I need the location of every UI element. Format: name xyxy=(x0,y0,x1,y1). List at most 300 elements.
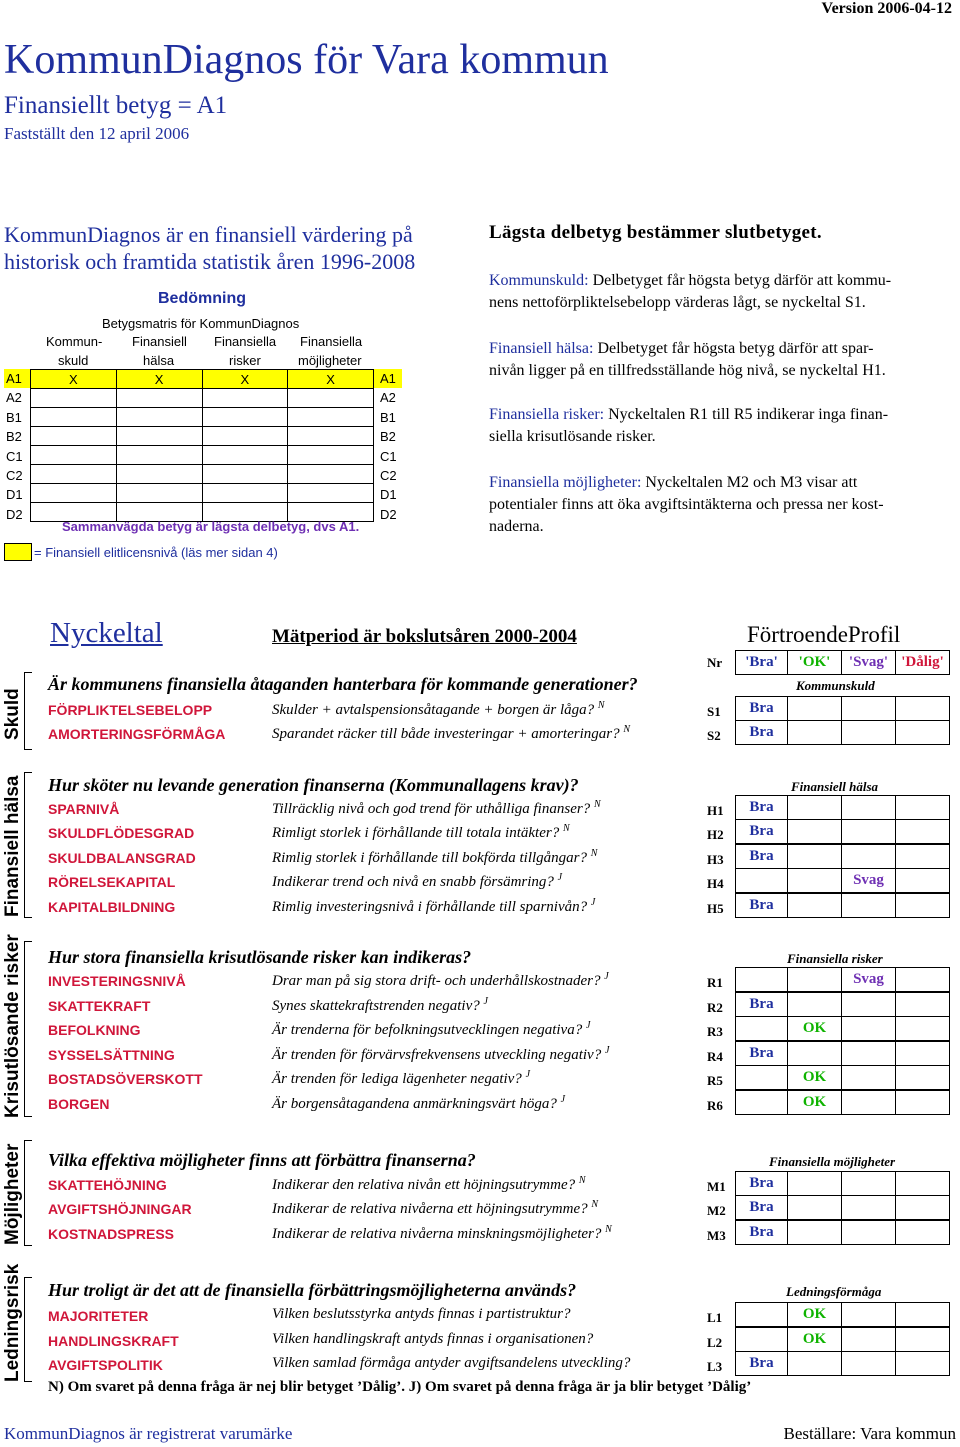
nyckeltal-title: Nyckeltal xyxy=(50,617,163,649)
profile-row xyxy=(735,868,950,893)
period-label: Mätperiod är bokslutsåren 2000-2004 xyxy=(272,626,577,647)
matrix-note: Sammanvägda betyg är lägsta delbetyg, dvs A1. xyxy=(62,519,360,534)
section-tag: Ledningsförmåga xyxy=(786,1284,882,1299)
matrix-cell xyxy=(31,427,117,446)
answer-rule-marker: J xyxy=(483,996,488,1007)
profile-header xyxy=(735,650,950,675)
answer-rule-marker: J xyxy=(585,1020,591,1031)
keyfigure-question-text: Rimlig storlek i förhållande till bokförda tillgångar? xyxy=(272,850,587,866)
keyfigure-number: R1 xyxy=(707,975,723,990)
profile-cell xyxy=(842,1303,896,1327)
profile-cell xyxy=(736,1017,788,1041)
profile-cell: Bra xyxy=(736,993,788,1017)
profile-cell xyxy=(896,894,950,918)
matrix-col-head: Finansiella xyxy=(300,334,363,349)
keyfigure-question-text: Drar man på sig stora drift- och underhållskostnader? xyxy=(272,973,601,989)
section-question: Hur stora finansiella krisutlösande risker kan indikeras? xyxy=(48,947,472,967)
keyfigure-question xyxy=(272,897,595,916)
matrix-col-head: Finansiella xyxy=(214,334,277,349)
profile-cell: Bra xyxy=(736,845,788,869)
matrix-legend: = Finansiell elitlicensnivå (läs mer sidan 4) xyxy=(34,545,278,560)
keyfigure-question-text: Skulder + avtalspensionsåtagande + borgen är låga? xyxy=(272,702,595,718)
profile-cell: Bra xyxy=(736,894,788,918)
section-side-label: Skuld xyxy=(2,688,23,740)
summary-label: Kommunskuld: xyxy=(489,272,589,289)
profile-row xyxy=(735,1171,950,1196)
profile-cell xyxy=(842,1042,896,1066)
keyfigure-name: SKATTEKRAFT xyxy=(48,998,151,1014)
grade-label: C1 xyxy=(6,448,23,464)
profile-row xyxy=(735,1090,950,1115)
keyfigure-question xyxy=(272,1094,565,1113)
rating-line: Finansiellt betyg = A1 xyxy=(4,92,228,119)
summary-line xyxy=(489,272,891,290)
keyfigure-question-text: Är trenden för lediga lägenheter negativ? xyxy=(272,1071,522,1087)
grade-label: C2 xyxy=(380,468,397,483)
answer-rule-marker: N xyxy=(590,848,598,859)
profile-cell xyxy=(896,1303,950,1327)
summary-line xyxy=(489,362,886,380)
grade-label: A1 xyxy=(380,371,396,386)
keyfigure-question-text: Indikerar de relativa nivåerna ett höjningsutrymme? xyxy=(272,1201,588,1217)
intro-line-1: KommunDiagnos är en finansiell värdering på xyxy=(4,222,413,247)
keyfigure-question xyxy=(272,1306,570,1323)
profile-cell xyxy=(896,993,950,1017)
matrix-cell xyxy=(116,427,202,446)
keyfigure-name: INVESTERINGSNIVÅ xyxy=(48,973,186,989)
section-question: Hur troligt är det att de finansiella förbättringsmöjligheterna används? xyxy=(48,1280,577,1300)
profile-cell xyxy=(842,845,896,869)
matrix-cell xyxy=(116,484,202,503)
answer-rule-marker: N xyxy=(562,823,570,834)
profile-cell xyxy=(736,1091,788,1115)
profile-cell xyxy=(788,993,842,1017)
matrix-cell xyxy=(288,389,374,408)
keyfigure-question-text: Vilken beslutsstyrka antyds finnas i partistruktur? xyxy=(272,1306,571,1322)
matrix-row xyxy=(31,389,374,408)
grade-label: A1 xyxy=(6,371,22,386)
col-ok: 'OK' xyxy=(788,651,842,675)
section-tag: Finansiell hälsa xyxy=(791,779,879,794)
matrix-cell xyxy=(116,389,202,408)
matrix-row xyxy=(31,408,374,427)
profile-cell xyxy=(896,820,950,844)
keyfigure-question xyxy=(272,848,597,867)
section-side-label: Möjligheter xyxy=(2,1143,23,1245)
profile-cell xyxy=(842,1091,896,1115)
grade-label: B2 xyxy=(6,429,22,445)
profile-row xyxy=(735,1065,950,1090)
profile-cell xyxy=(842,1328,896,1352)
profile-cell xyxy=(896,1352,950,1376)
profile-cell xyxy=(842,697,896,721)
matrix-cell xyxy=(202,484,288,503)
keyfigure-question xyxy=(272,823,570,842)
answer-rule-marker: J xyxy=(525,1069,531,1080)
section-side-label: Krisutlösande risker xyxy=(2,934,23,1118)
keyfigure-number: L2 xyxy=(707,1335,723,1350)
version-label: Version 2006-04-12 xyxy=(821,0,952,17)
keyfigure-name: BORGEN xyxy=(48,1096,110,1112)
profile-cell xyxy=(788,796,842,820)
keyfigure-question xyxy=(272,1331,593,1348)
profile-title: FörtroendeProfil xyxy=(747,622,901,647)
section-bracket xyxy=(24,941,32,1117)
summary-line xyxy=(489,518,544,536)
matrix-cell: X xyxy=(288,370,374,389)
profile-row xyxy=(735,967,950,992)
profile-row xyxy=(735,720,950,745)
profile-cell xyxy=(896,1172,950,1196)
profile-cell xyxy=(736,1066,788,1090)
section-bracket xyxy=(24,1277,32,1382)
col-bra: 'Bra' xyxy=(736,651,788,675)
matrix-heading: Bedömning xyxy=(158,290,246,307)
matrix-row xyxy=(31,465,374,484)
keyfigure-question xyxy=(272,1045,609,1064)
profile-cell xyxy=(896,721,950,745)
grade-label: D1 xyxy=(6,487,23,503)
summary-line xyxy=(489,474,857,492)
keyfigure-name: AMORTERINGSFÖRMÅGA xyxy=(48,726,226,742)
profile-cell xyxy=(896,845,950,869)
matrix-cell xyxy=(31,484,117,503)
matrix-cell: X xyxy=(31,370,117,389)
keyfigure-question-text: Indikerar den relativa nivån ett höjningsutrymme? xyxy=(272,1177,576,1193)
matrix-cell xyxy=(288,484,374,503)
keyfigure-question-text: Synes skattekraftstrenden negativ? xyxy=(272,998,480,1014)
grade-matrix xyxy=(30,369,374,522)
matrix-row xyxy=(31,427,374,446)
profile-cell: OK xyxy=(788,1017,842,1041)
matrix-col-head: hälsa xyxy=(143,353,175,368)
keyfigure-name: BEFOLKNING xyxy=(48,1022,141,1038)
keyfigure-question-text: Vilken handlingskraft antyds finnas i organisationen? xyxy=(272,1331,594,1347)
profile-cell: Bra xyxy=(736,796,788,820)
keyfigure-question-text: Vilken samlad förmåga antyder avgiftsandelens utveckling? xyxy=(272,1355,631,1371)
keyfigure-question-text: Rimlig investeringsnivå i förhållande till sparnivån? xyxy=(272,899,588,915)
keyfigure-question-text: Tillräcklig nivå och god trend för uthålliga finanser? xyxy=(272,801,591,817)
keyfigure-question xyxy=(272,1355,630,1372)
keyfigure-number: R4 xyxy=(707,1049,723,1064)
profile-cell xyxy=(842,1196,896,1220)
profile-cell xyxy=(788,1352,842,1376)
profile-cell xyxy=(842,1221,896,1245)
section-bracket xyxy=(24,772,32,918)
elite-level-swatch xyxy=(4,543,32,561)
established-date: Fastställt den 12 april 2006 xyxy=(4,124,190,143)
matrix-col-head: möjligheter xyxy=(298,353,362,368)
intro-line-2: historisk och framtida statistik åren 1996-2008 xyxy=(4,249,416,274)
keyfigure-name: AVGIFTSPOLITIK xyxy=(48,1357,163,1373)
keyfigure-number: H1 xyxy=(707,803,724,818)
matrix-row xyxy=(31,370,374,389)
profile-cell: OK xyxy=(788,1303,842,1327)
keyfigure-question-text: Indikerar de relativa nivåerna minskningsmöjligheter? xyxy=(272,1226,602,1242)
keyfigure-number: H5 xyxy=(707,901,724,916)
profile-cell xyxy=(736,1328,788,1352)
summary-text: Nyckeltalen M2 och M3 visar att xyxy=(641,474,858,491)
profile-cell xyxy=(842,820,896,844)
keyfigure-question xyxy=(272,724,630,743)
grade-label: B1 xyxy=(6,409,22,425)
profile-cell: Bra xyxy=(736,1221,788,1245)
nr-header: Nr xyxy=(707,655,723,670)
profile-cell xyxy=(842,1352,896,1376)
profile-cell: Bra xyxy=(736,1042,788,1066)
keyfigure-name: KAPITALBILDNING xyxy=(48,899,176,915)
profile-cell xyxy=(788,869,842,893)
profile-row xyxy=(735,1302,950,1327)
profile-cell xyxy=(788,820,842,844)
keyfigure-question xyxy=(272,799,601,818)
keyfigure-question xyxy=(272,1175,586,1194)
keyfigure-question xyxy=(272,971,609,990)
profile-cell: Bra xyxy=(736,697,788,721)
answer-rule-marker: N xyxy=(578,1175,586,1186)
summary-line xyxy=(489,496,884,514)
summary-line xyxy=(489,340,873,358)
page-title: KommunDiagnos för Vara kommun xyxy=(4,37,609,83)
keyfigure-number: S2 xyxy=(707,728,721,743)
matrix-cell xyxy=(116,408,202,427)
profile-cell xyxy=(788,1221,842,1245)
profile-cell xyxy=(736,869,788,893)
profile-cell xyxy=(842,1017,896,1041)
keyfigure-number: L1 xyxy=(707,1310,723,1325)
matrix-cell xyxy=(288,446,374,465)
profile-cell xyxy=(842,1172,896,1196)
matrix-cell xyxy=(202,446,288,465)
matrix-cell xyxy=(288,408,374,427)
keyfigure-name: SKATTEHÖJNING xyxy=(48,1177,167,1193)
profile-row xyxy=(735,893,950,918)
matrix-cell: X xyxy=(116,370,202,389)
keyfigure-name: KOSTNADSPRESS xyxy=(48,1226,175,1242)
grade-label: B2 xyxy=(380,429,396,445)
profile-cell: Bra xyxy=(736,1172,788,1196)
keyfigure-question-text: Indikerar trend och nivå en snabb försämring? xyxy=(272,874,554,890)
profile-cell: OK xyxy=(788,1066,842,1090)
answer-rule-marker: J xyxy=(560,1094,566,1105)
profile-row xyxy=(735,819,950,844)
profile-cell xyxy=(896,1196,950,1220)
keyfigure-question-text: Är trenderna för befolkningsutvecklingen negativa? xyxy=(272,1022,583,1038)
keyfigure-number: S1 xyxy=(707,704,721,719)
keyfigure-question-text: Rimligt storlek i förhållande till totala intäkter? xyxy=(272,825,560,841)
grade-label: A2 xyxy=(6,390,22,406)
matrix-cell xyxy=(31,389,117,408)
matrix-col-head: risker xyxy=(229,353,261,368)
matrix-cell xyxy=(202,465,288,484)
keyfigure-question xyxy=(272,1020,590,1039)
profile-cell xyxy=(842,993,896,1017)
answer-rule-marker: N xyxy=(623,724,631,735)
matrix-cell xyxy=(31,446,117,465)
profile-row xyxy=(735,844,950,869)
matrix-row xyxy=(31,484,374,503)
section-question: Är kommunens finansiella åtaganden hanterbara för kommande generationer? xyxy=(48,674,638,694)
profile-cell xyxy=(896,968,950,992)
grade-label: D1 xyxy=(380,487,397,503)
profile-row xyxy=(735,1327,950,1352)
grade-label: C1 xyxy=(380,448,397,464)
keyfigure-name: SKULDFLÖDESGRAD xyxy=(48,825,195,841)
keyfigure-name: SPARNIVÅ xyxy=(48,801,120,817)
profile-cell xyxy=(788,845,842,869)
summary-text: Nyckeltalen R1 till R5 indikerar inga finan- xyxy=(604,406,889,423)
keyfigure-name: BOSTADSÖVERSKOTT xyxy=(48,1071,203,1087)
answer-rule-marker: N xyxy=(605,1224,612,1235)
section-tag: Kommunskuld xyxy=(796,678,875,693)
answer-rule-marker: J xyxy=(590,897,596,908)
keyfigure-question xyxy=(272,700,605,719)
grade-label: A2 xyxy=(380,390,396,406)
section-bracket xyxy=(24,672,32,750)
profile-row xyxy=(735,1016,950,1041)
footer-client: Beställare: Vara kommun xyxy=(783,1424,956,1443)
profile-cell xyxy=(842,721,896,745)
col-dalig: 'Dålig' xyxy=(896,651,950,675)
keyfigure-number: M3 xyxy=(707,1228,726,1243)
matrix-cell: X xyxy=(202,370,288,389)
summary-text: siella krisutlösande risker. xyxy=(489,428,656,445)
profile-cell xyxy=(736,968,788,992)
profile-cell xyxy=(788,894,842,918)
matrix-col-head: Kommun- xyxy=(46,334,103,349)
grade-label: C2 xyxy=(6,468,23,483)
keyfigure-number: R3 xyxy=(707,1024,723,1039)
summary-text: Delbetyget får högsta betyg därför att kommu- xyxy=(588,272,892,289)
matrix-row xyxy=(31,446,374,465)
keyfigure-number: H3 xyxy=(707,852,724,867)
answer-rule-marker: J xyxy=(557,872,563,883)
answer-rule-marker: N xyxy=(597,700,605,711)
profile-cell xyxy=(842,1066,896,1090)
profile-row xyxy=(735,1195,950,1220)
section-side-label: Ledningsrisk xyxy=(2,1263,23,1382)
grade-label: D2 xyxy=(6,506,23,522)
profile-row xyxy=(735,992,950,1017)
section-bracket xyxy=(24,1140,32,1246)
summary-line xyxy=(489,406,888,424)
matrix-cell xyxy=(202,408,288,427)
profile-row xyxy=(735,1220,950,1245)
keyfigure-question xyxy=(272,1199,598,1218)
summary-text: potentialer finns att öka avgiftsintäkterna och pressa ner kost- xyxy=(489,496,884,513)
summary-label: Finansiell hälsa: xyxy=(489,340,594,357)
answer-rule-marker: N xyxy=(593,799,601,810)
profile-cell xyxy=(788,968,842,992)
profile-cell xyxy=(788,1042,842,1066)
section-question: Hur sköter nu levande generation finanserna (Kommunallagens krav)? xyxy=(48,775,579,795)
keyfigure-name: SKULDBALANSGRAD xyxy=(48,850,196,866)
profile-cell: Bra xyxy=(736,820,788,844)
profile-cell xyxy=(896,1221,950,1245)
keyfigure-number: M1 xyxy=(707,1179,726,1194)
keyfigure-number: H2 xyxy=(707,827,724,842)
matrix-cell xyxy=(116,465,202,484)
summary-line xyxy=(489,294,866,312)
section-tag: Finansiella möjligheter xyxy=(769,1154,896,1169)
summary-label: Finansiella risker: xyxy=(489,406,605,423)
keyfigure-number: M2 xyxy=(707,1203,726,1218)
keyfigure-number: R6 xyxy=(707,1098,723,1113)
matrix-cell xyxy=(116,446,202,465)
summary-text: nivån ligger på en tillfredsställande hög nivå, se nyckeltal H1. xyxy=(489,362,886,379)
keyfigure-question xyxy=(272,1224,612,1243)
summary-line xyxy=(489,428,656,446)
answer-rule-marker: N xyxy=(591,1199,599,1210)
matrix-subheading: Betygsmatris för KommunDiagnos xyxy=(102,316,300,331)
keyfigure-name: AVGIFTSHÖJNINGAR xyxy=(48,1201,192,1217)
profile-cell xyxy=(896,1328,950,1352)
profile-cell: Svag xyxy=(842,869,896,893)
matrix-cell xyxy=(31,408,117,427)
profile-cell: Bra xyxy=(736,721,788,745)
footnote: N) Om svaret på denna fråga är nej blir betyget ’Dålig’. J) Om svaret på denna fråga är ja blir betyget ’Dålig’ xyxy=(48,1379,752,1395)
profile-cell xyxy=(788,697,842,721)
summary-label: Finansiella möjligheter: xyxy=(489,474,642,491)
profile-cell xyxy=(736,1303,788,1327)
profile-cell xyxy=(896,796,950,820)
matrix-cell xyxy=(202,389,288,408)
profile-row xyxy=(735,1351,950,1376)
grade-label: D2 xyxy=(380,506,397,522)
keyfigure-number: H4 xyxy=(707,876,724,891)
profile-cell: Bra xyxy=(736,1352,788,1376)
profile-cell: Svag xyxy=(842,968,896,992)
keyfigure-question xyxy=(272,996,488,1015)
keyfigure-number: L3 xyxy=(707,1359,723,1374)
section-side-label: Finansiell hälsa xyxy=(2,775,23,917)
summary-text: Delbetyget får högsta betyg därför att spar- xyxy=(593,340,874,357)
matrix-cell xyxy=(31,465,117,484)
keyfigure-name: FÖRPLIKTELSEBELOPP xyxy=(48,702,213,718)
matrix-cell xyxy=(288,427,374,446)
profile-cell xyxy=(896,697,950,721)
matrix-cell xyxy=(288,465,374,484)
profile-cell xyxy=(788,1172,842,1196)
keyfigure-question-text: Sparandet räcker till både investeringar + amorteringar? xyxy=(272,726,620,742)
keyfigure-name: MAJORITETER xyxy=(48,1308,149,1324)
profile-cell: Bra xyxy=(736,1196,788,1220)
profile-cell: OK xyxy=(788,1091,842,1115)
profile-cell xyxy=(896,1042,950,1066)
matrix-col-head: skuld xyxy=(58,353,89,368)
answer-rule-marker: J xyxy=(604,971,609,982)
keyfigure-name: HANDLINGSKRAFT xyxy=(48,1333,179,1349)
profile-row xyxy=(735,696,950,721)
profile-row xyxy=(735,1041,950,1066)
keyfigure-question-text: Är trenden för förvärvsfrekvensens utveckling negativ? xyxy=(272,1047,602,1063)
profile-cell xyxy=(896,1017,950,1041)
keyfigure-question-text: Är borgensåtagandena anmärkningsvärt höga? xyxy=(272,1096,557,1112)
profile-cell: OK xyxy=(788,1328,842,1352)
footer-trademark: KommunDiagnos är registrerat varumärke xyxy=(4,1424,293,1443)
profile-cell xyxy=(788,1196,842,1220)
keyfigure-question xyxy=(272,1069,530,1088)
profile-cell xyxy=(788,721,842,745)
keyfigure-name: RÖRELSEKAPITAL xyxy=(48,874,176,890)
matrix-cell xyxy=(202,427,288,446)
section-tag: Finansiella risker xyxy=(787,951,883,966)
keyfigure-number: R5 xyxy=(707,1073,723,1088)
col-svag: 'Svag' xyxy=(842,651,896,675)
profile-cell xyxy=(896,869,950,893)
section-question: Vilka effektiva möjligheter finns att förbättra finanserna? xyxy=(48,1150,476,1170)
profile-cell xyxy=(896,1091,950,1115)
